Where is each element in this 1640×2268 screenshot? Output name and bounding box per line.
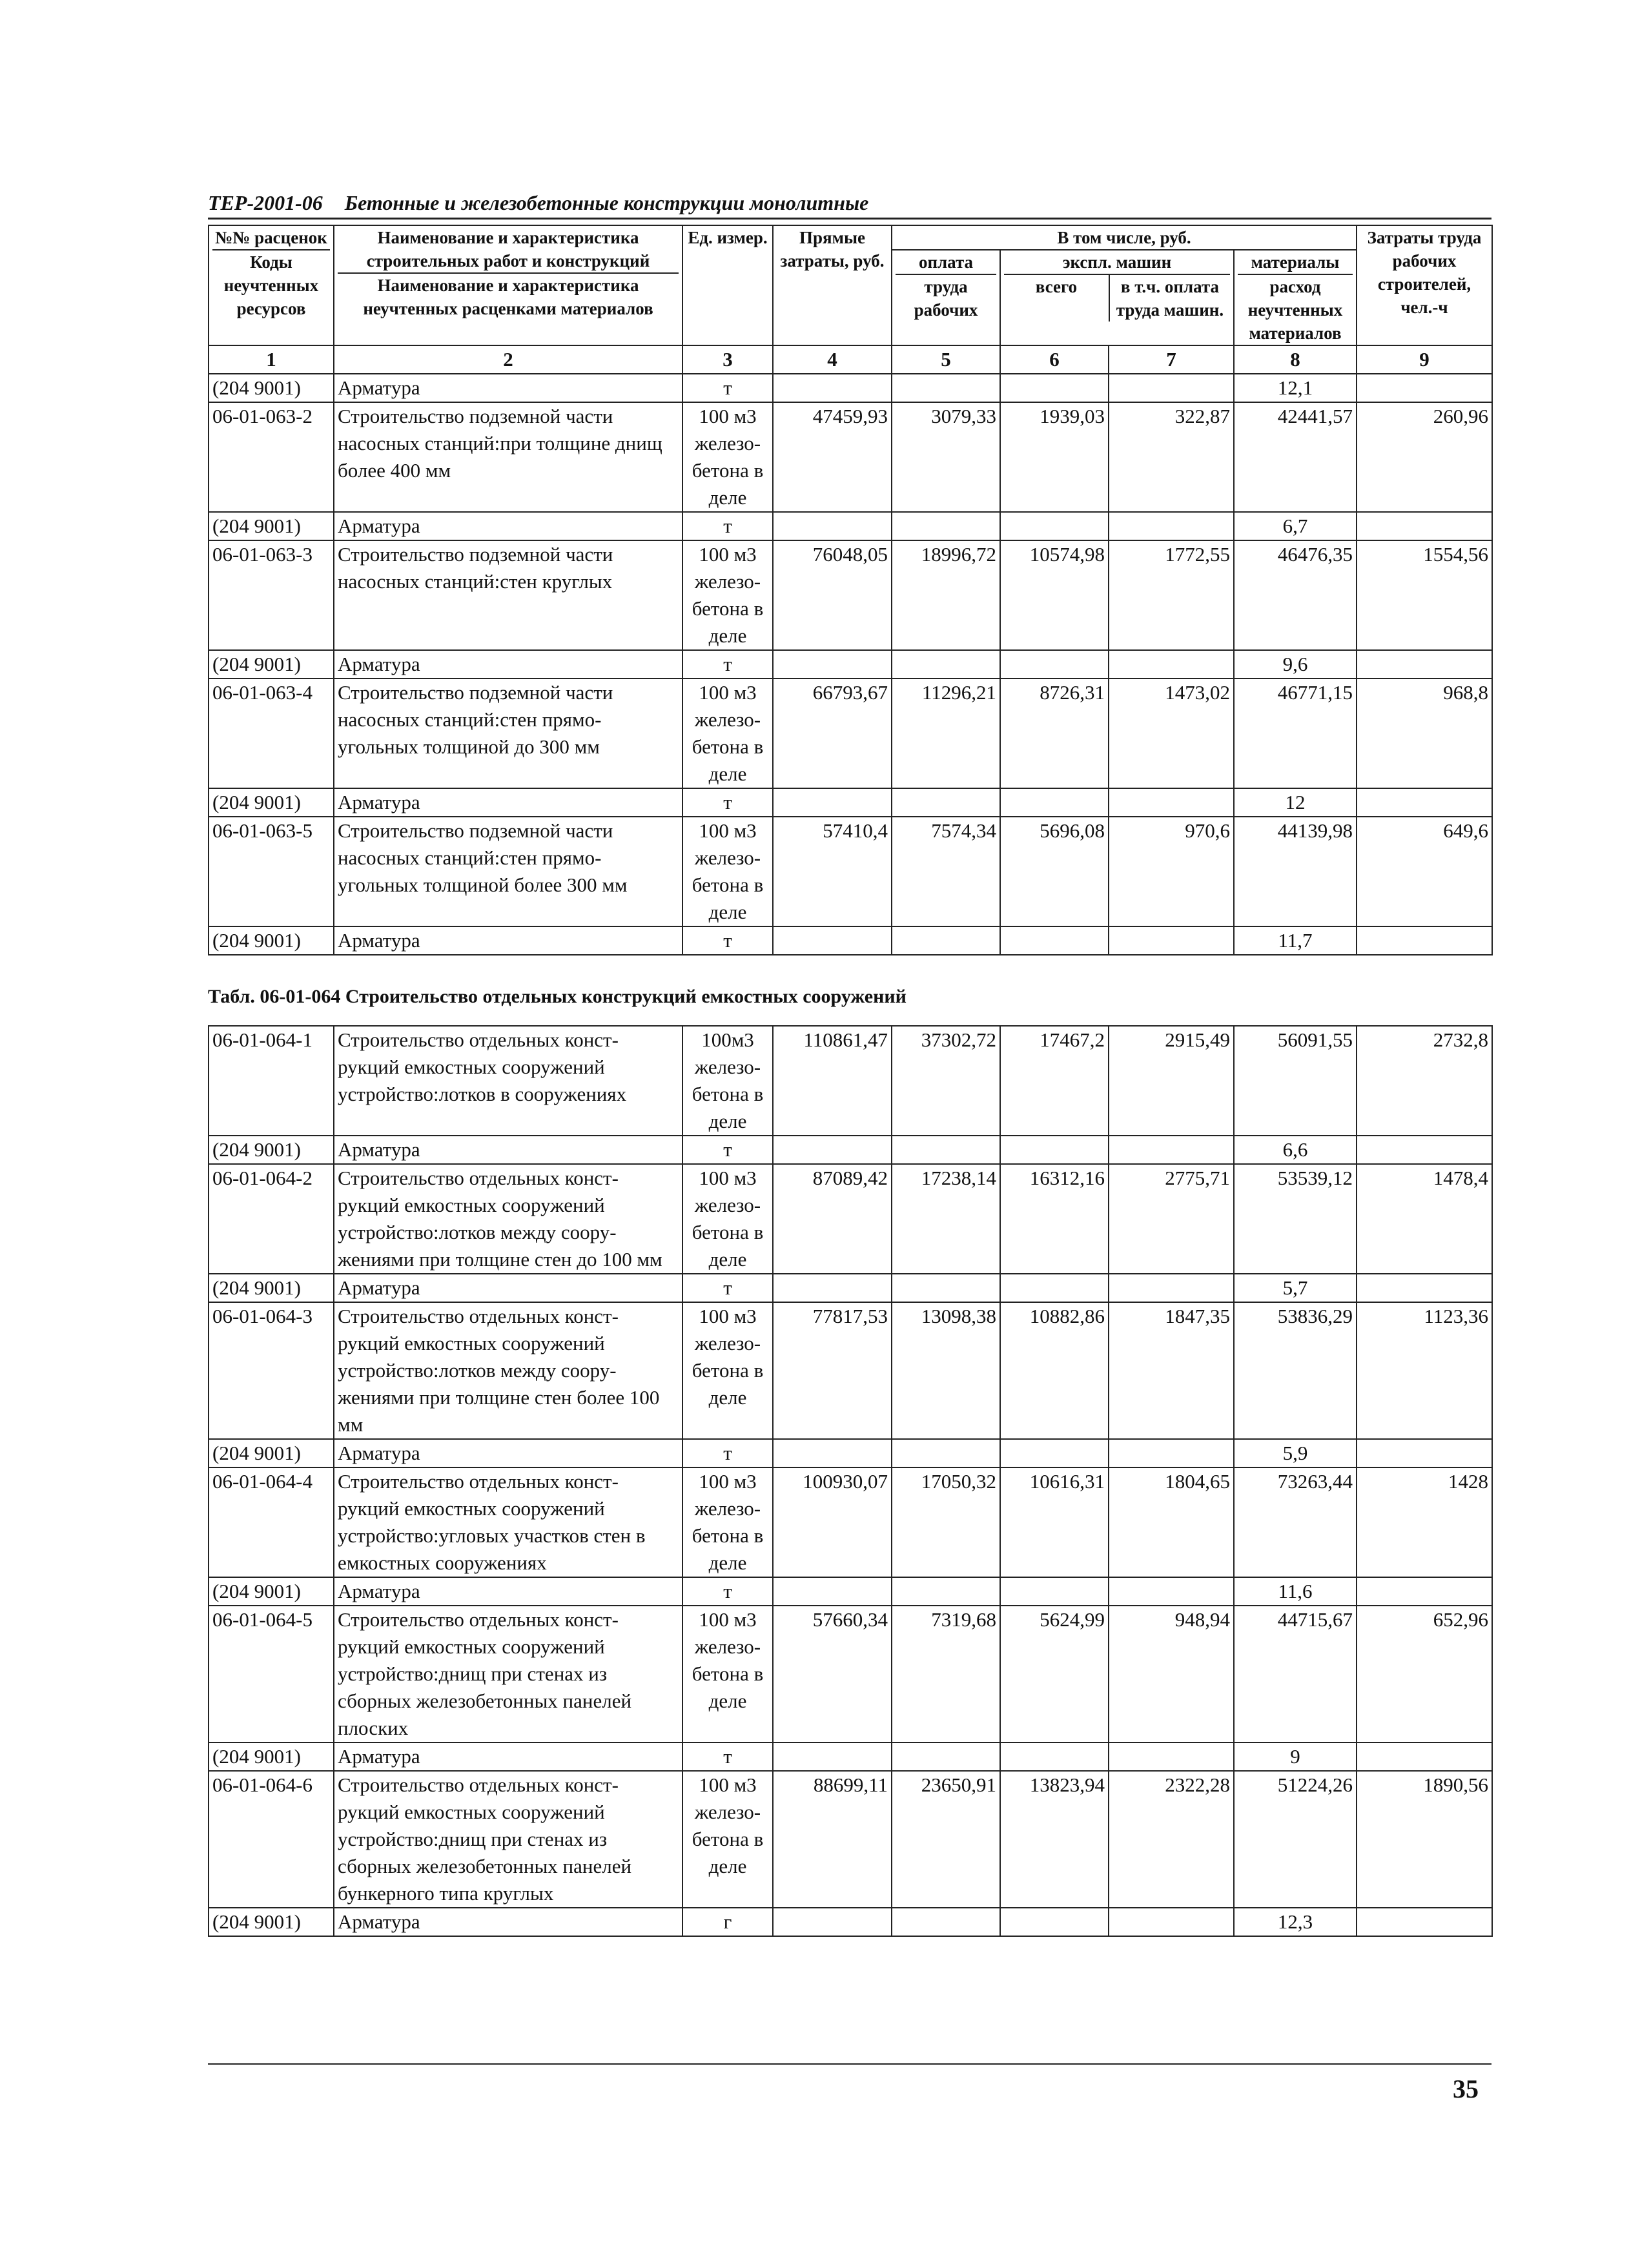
rate-labor-hours: 1428 (1357, 1467, 1492, 1577)
rate-labor-pay: 18996,72 (892, 540, 1000, 650)
resource-code: (204 9001) (209, 1136, 334, 1164)
rate-labor-pay: 17050,32 (892, 1467, 1000, 1577)
empty-cell (1000, 1136, 1109, 1164)
rate-code: 06-01-063-5 (209, 817, 334, 926)
rate-unit: 100 м3 железо-бетона в деле (682, 679, 773, 788)
empty-cell (773, 1439, 892, 1467)
resource-code: (204 9001) (209, 374, 334, 402)
rate-labor-hours: 968,8 (1357, 679, 1492, 788)
rate-machine-labor: 322,87 (1109, 402, 1234, 512)
header-col67 (1000, 250, 1234, 345)
rate-direct-costs: 110861,47 (773, 1026, 892, 1136)
rate-labor-hours: 2732,8 (1357, 1026, 1492, 1136)
empty-cell (1109, 1577, 1234, 1606)
rate-machine-labor: 2775,71 (1109, 1164, 1234, 1274)
empty-cell (1357, 374, 1492, 402)
empty-cell (773, 374, 892, 402)
empty-cell (892, 1439, 1000, 1467)
rate-direct-costs: 76048,05 (773, 540, 892, 650)
resource-row (209, 926, 1492, 955)
rate-direct-costs: 47459,93 (773, 402, 892, 512)
resource-value: 11,6 (1234, 1577, 1357, 1606)
rate-row (209, 679, 1492, 788)
empty-cell (892, 374, 1000, 402)
resource-unit: т (682, 650, 773, 679)
rates-table-064 (208, 1025, 1493, 1937)
rate-name: Строительство отдельных конст-рукций емкостных сооружений устройство:днищ при стенах из сборных железобетонных панелей бункерного типа круглых (334, 1771, 682, 1908)
empty-cell (773, 1274, 892, 1302)
resource-code: (204 9001) (209, 1274, 334, 1302)
resource-unit: т (682, 374, 773, 402)
rate-row (209, 1302, 1492, 1439)
rate-name: Строительство подземной части насосных станций:стен круглых (334, 540, 682, 650)
page-number: 35 (1453, 2074, 1479, 2103)
resource-name: Арматура (334, 788, 682, 817)
rate-unit: 100 м3 железо-бетона в деле (682, 1164, 773, 1274)
resource-unit: т (682, 788, 773, 817)
rate-labor-pay: 13098,38 (892, 1302, 1000, 1439)
rate-code: 06-01-064-5 (209, 1606, 334, 1742)
rate-materials: 44715,67 (1234, 1606, 1357, 1742)
rate-code: 06-01-064-1 (209, 1026, 334, 1136)
rate-machines-total: 16312,16 (1000, 1164, 1109, 1274)
rate-labor-pay: 11296,21 (892, 679, 1000, 788)
rate-unit: 100 м3 железо-бетона в деле (682, 1606, 773, 1742)
resource-value: 6,6 (1234, 1136, 1357, 1164)
column-number: 2 (334, 345, 682, 374)
rate-machines-total: 5624,99 (1000, 1606, 1109, 1742)
empty-cell (1109, 1136, 1234, 1164)
rate-direct-costs: 88699,11 (773, 1771, 892, 1908)
empty-cell (892, 512, 1000, 540)
rate-labor-hours: 260,96 (1357, 402, 1492, 512)
empty-cell (1357, 650, 1492, 679)
resource-name: Арматура (334, 1742, 682, 1771)
rate-code: 06-01-064-2 (209, 1164, 334, 1274)
resource-unit: т (682, 512, 773, 540)
rate-machines-total: 10574,98 (1000, 540, 1109, 650)
empty-cell (1357, 788, 1492, 817)
empty-cell (1000, 788, 1109, 817)
empty-cell (1357, 1439, 1492, 1467)
rates-table-063 (208, 225, 1493, 955)
rate-name: Строительство отдельных конст-рукций емкостных сооружений устройство:лотков между соору-жениями при толщине стен более 100 мм (334, 1302, 682, 1439)
resource-unit: т (682, 1274, 773, 1302)
resource-row (209, 1439, 1492, 1467)
rate-row (209, 1771, 1492, 1908)
rate-unit: 100 м3 железо-бетона в деле (682, 1467, 773, 1577)
rate-machine-labor: 2322,28 (1109, 1771, 1234, 1908)
rate-materials: 53836,29 (1234, 1302, 1357, 1439)
rate-labor-hours: 1890,56 (1357, 1771, 1492, 1908)
resource-code: (204 9001) (209, 1577, 334, 1606)
resource-value: 5,7 (1234, 1274, 1357, 1302)
empty-cell (1357, 1908, 1492, 1936)
column-number: 6 (1000, 345, 1109, 374)
empty-cell (1357, 1742, 1492, 1771)
rate-labor-pay: 3079,33 (892, 402, 1000, 512)
empty-cell (1000, 512, 1109, 540)
rate-labor-hours: 1123,36 (1357, 1302, 1492, 1439)
empty-cell (1357, 512, 1492, 540)
empty-cell (1357, 926, 1492, 955)
resource-name: Арматура (334, 650, 682, 679)
empty-cell (1109, 1742, 1234, 1771)
empty-cell (1109, 788, 1234, 817)
empty-cell (1000, 374, 1109, 402)
empty-cell (892, 1136, 1000, 1164)
rate-labor-hours: 1478,4 (1357, 1164, 1492, 1274)
rate-machines-total: 1939,03 (1000, 402, 1109, 512)
resource-value: 9,6 (1234, 650, 1357, 679)
rate-labor-hours: 1554,56 (1357, 540, 1492, 650)
rate-unit: 100м3 железо-бетона в деле (682, 1026, 773, 1136)
header-col5-label: труда рабочих (914, 277, 978, 320)
column-number: 5 (892, 345, 1000, 374)
rate-machine-labor: 1847,35 (1109, 1302, 1234, 1439)
empty-cell (892, 926, 1000, 955)
document-code: ТЕР-2001-06 (208, 191, 323, 214)
empty-cell (1109, 1439, 1234, 1467)
resource-code: (204 9001) (209, 1742, 334, 1771)
empty-cell (1109, 374, 1234, 402)
header-row (209, 225, 1492, 250)
header-col3: Ед. измер. (682, 225, 773, 345)
rate-unit: 100 м3 железо-бетона в деле (682, 1771, 773, 1908)
rate-labor-pay: 17238,14 (892, 1164, 1000, 1274)
resource-name: Арматура (334, 374, 682, 402)
rate-machines-total: 13823,94 (1000, 1771, 1109, 1908)
empty-cell (1357, 1274, 1492, 1302)
rate-row (209, 1026, 1492, 1136)
empty-cell (1000, 926, 1109, 955)
resource-name: Арматура (334, 1577, 682, 1606)
resource-unit: т (682, 1439, 773, 1467)
rate-direct-costs: 77817,53 (773, 1302, 892, 1439)
rate-machine-labor: 2915,49 (1109, 1026, 1234, 1136)
header-group: В том числе, руб. (892, 225, 1357, 250)
rate-code: 06-01-063-3 (209, 540, 334, 650)
empty-cell (1109, 1274, 1234, 1302)
empty-cell (773, 1577, 892, 1606)
empty-cell (1109, 650, 1234, 679)
rate-name: Строительство подземной части насосных станций:при толщине днищ более 400 мм (334, 402, 682, 512)
rate-machine-labor: 1473,02 (1109, 679, 1234, 788)
header-col8 (1234, 250, 1357, 345)
rate-labor-pay: 7574,34 (892, 817, 1000, 926)
resource-value: 12 (1234, 788, 1357, 817)
resource-value: 5,9 (1234, 1439, 1357, 1467)
rate-materials: 44139,98 (1234, 817, 1357, 926)
rate-row (209, 1606, 1492, 1742)
empty-cell (892, 1742, 1000, 1771)
header-col5-group: оплата (896, 250, 996, 275)
header-col9: Затраты труда рабочих строителей, чел.-ч (1357, 225, 1492, 345)
empty-cell (1000, 1439, 1109, 1467)
rate-name: Строительство подземной части насосных станций:стен прямо-угольных толщиной до 300 мм (334, 679, 682, 788)
header-col6-label: всего (1035, 277, 1078, 296)
rate-labor-pay: 37302,72 (892, 1026, 1000, 1136)
document-header (208, 191, 1491, 220)
rate-name: Строительство отдельных конст-рукций емкостных сооружений устройство:угловых участков стен в емкостных сооружениях (334, 1467, 682, 1577)
header-col67-group: экспл. машин (1004, 250, 1230, 275)
rate-materials: 51224,26 (1234, 1771, 1357, 1908)
empty-cell (773, 1742, 892, 1771)
empty-cell (1109, 512, 1234, 540)
resource-name: Арматура (334, 512, 682, 540)
empty-cell (892, 1908, 1000, 1936)
rate-machines-total: 10882,86 (1000, 1302, 1109, 1439)
rate-labor-pay: 23650,91 (892, 1771, 1000, 1908)
rate-machines-total: 8726,31 (1000, 679, 1109, 788)
rate-row (209, 817, 1492, 926)
rate-labor-hours: 649,6 (1357, 817, 1492, 926)
empty-cell (892, 650, 1000, 679)
rate-materials: 73263,44 (1234, 1467, 1357, 1577)
rate-unit: 100 м3 железо-бетона в деле (682, 817, 773, 926)
column-numbers-row (209, 345, 1492, 374)
rate-materials: 46476,35 (1234, 540, 1357, 650)
rate-labor-hours: 652,96 (1357, 1606, 1492, 1742)
rate-row (209, 1467, 1492, 1577)
header-col2 (334, 225, 682, 345)
resource-code: (204 9001) (209, 1439, 334, 1467)
footer-divider (208, 2063, 1491, 2065)
resource-row (209, 1742, 1492, 1771)
column-number: 8 (1234, 345, 1357, 374)
resource-unit: т (682, 1136, 773, 1164)
rate-materials: 56091,55 (1234, 1026, 1357, 1136)
table-caption: Табл. 06-01-064 Строительство отдельных конструкций емкостных сооружений (208, 986, 907, 1007)
resource-unit: г (682, 1908, 773, 1936)
resource-row (209, 1274, 1492, 1302)
column-number: 3 (682, 345, 773, 374)
resource-name: Арматура (334, 1908, 682, 1936)
empty-cell (1000, 1908, 1109, 1936)
empty-cell (1357, 1136, 1492, 1164)
resource-code: (204 9001) (209, 788, 334, 817)
resource-row (209, 512, 1492, 540)
resource-name: Арматура (334, 1136, 682, 1164)
empty-cell (1000, 650, 1109, 679)
empty-cell (1357, 1577, 1492, 1606)
header-col4: Прямые затраты, руб. (773, 225, 892, 345)
resource-row (209, 374, 1492, 402)
rate-code: 06-01-064-6 (209, 1771, 334, 1908)
empty-cell (892, 1274, 1000, 1302)
document-title: Бетонные и железобетонные конструкции монолитные (344, 191, 869, 214)
resource-name: Арматура (334, 1274, 682, 1302)
rate-direct-costs: 66793,67 (773, 679, 892, 788)
empty-cell (773, 1908, 892, 1936)
resource-row (209, 788, 1492, 817)
rate-row (209, 1164, 1492, 1274)
resource-row (209, 1908, 1492, 1936)
rate-machines-total: 10616,31 (1000, 1467, 1109, 1577)
rate-machine-labor: 1804,65 (1109, 1467, 1234, 1577)
resource-row (209, 650, 1492, 679)
resource-value: 12,1 (1234, 374, 1357, 402)
empty-cell (1000, 1577, 1109, 1606)
rate-machines-total: 17467,2 (1000, 1026, 1109, 1136)
rate-name: Строительство отдельных конст-рукций емкостных сооружений устройство:лотков между соору-жениями при толщине стен до 100 мм (334, 1164, 682, 1274)
header-col7-label: в т.ч. оплата труда машин. (1109, 275, 1230, 322)
resource-value: 9 (1234, 1742, 1357, 1771)
rate-code: 06-01-064-4 (209, 1467, 334, 1577)
rate-materials: 42441,57 (1234, 402, 1357, 512)
resource-row (209, 1136, 1492, 1164)
rate-materials: 53539,12 (1234, 1164, 1357, 1274)
rate-machine-labor: 1772,55 (1109, 540, 1234, 650)
rate-name: Строительство отдельных конст-рукций емкостных сооружений устройство:лотков в сооружениях (334, 1026, 682, 1136)
column-number: 4 (773, 345, 892, 374)
header-col8-label: расход неучтенных материалов (1247, 277, 1343, 343)
resource-code: (204 9001) (209, 926, 334, 955)
resource-value: 11,7 (1234, 926, 1357, 955)
resource-unit: т (682, 926, 773, 955)
rate-unit: 100 м3 железо-бетона в деле (682, 402, 773, 512)
resource-code: (204 9001) (209, 650, 334, 679)
rate-code: 06-01-064-3 (209, 1302, 334, 1439)
empty-cell (1109, 926, 1234, 955)
empty-cell (773, 512, 892, 540)
rate-machines-total: 5696,08 (1000, 817, 1109, 926)
header-col2-bottom: Наименование и характеристика неучтенных расценками материалов (363, 276, 653, 318)
resource-unit: т (682, 1742, 773, 1771)
empty-cell (1000, 1742, 1109, 1771)
rate-machine-labor: 948,94 (1109, 1606, 1234, 1742)
empty-cell (773, 926, 892, 955)
rate-unit: 100 м3 железо-бетона в деле (682, 540, 773, 650)
header-col2-top: Наименование и характеристика строительных работ и конструкций (338, 226, 679, 274)
resource-value: 6,7 (1234, 512, 1357, 540)
rate-direct-costs: 57660,34 (773, 1606, 892, 1742)
empty-cell (892, 788, 1000, 817)
resource-row (209, 1577, 1492, 1606)
resource-code: (204 9001) (209, 512, 334, 540)
resource-name: Арматура (334, 926, 682, 955)
column-number: 7 (1109, 345, 1234, 374)
rate-row (209, 402, 1492, 512)
header-col1-top: №№ расценок (212, 226, 330, 250)
rate-row (209, 540, 1492, 650)
rate-name: Строительство отдельных конст-рукций емкостных сооружений устройство:днищ при стенах из сборных железобетонных панелей плоских (334, 1606, 682, 1742)
resource-unit: т (682, 1577, 773, 1606)
empty-cell (1000, 1274, 1109, 1302)
empty-cell (773, 788, 892, 817)
rate-materials: 46771,15 (1234, 679, 1357, 788)
rate-direct-costs: 87089,42 (773, 1164, 892, 1274)
rate-code: 06-01-063-4 (209, 679, 334, 788)
header-col5 (892, 250, 1000, 345)
resource-code: (204 9001) (209, 1908, 334, 1936)
resource-value: 12,3 (1234, 1908, 1357, 1936)
empty-cell (773, 650, 892, 679)
header-col1 (209, 225, 334, 345)
rate-direct-costs: 57410,4 (773, 817, 892, 926)
empty-cell (773, 1136, 892, 1164)
rate-unit: 100 м3 железо-бетона в деле (682, 1302, 773, 1439)
header-col8-group: материалы (1238, 250, 1353, 275)
rate-machine-labor: 970,6 (1109, 817, 1234, 926)
empty-cell (1109, 1908, 1234, 1936)
rate-name: Строительство подземной части насосных станций:стен прямо-угольных толщиной более 300 мм (334, 817, 682, 926)
empty-cell (892, 1577, 1000, 1606)
column-number: 9 (1357, 345, 1492, 374)
rate-direct-costs: 100930,07 (773, 1467, 892, 1577)
rate-code: 06-01-063-2 (209, 402, 334, 512)
header-col1-bottom: Коды неучтенных ресурсов (223, 252, 319, 318)
column-number: 1 (209, 345, 334, 374)
resource-name: Арматура (334, 1439, 682, 1467)
rate-labor-pay: 7319,68 (892, 1606, 1000, 1742)
